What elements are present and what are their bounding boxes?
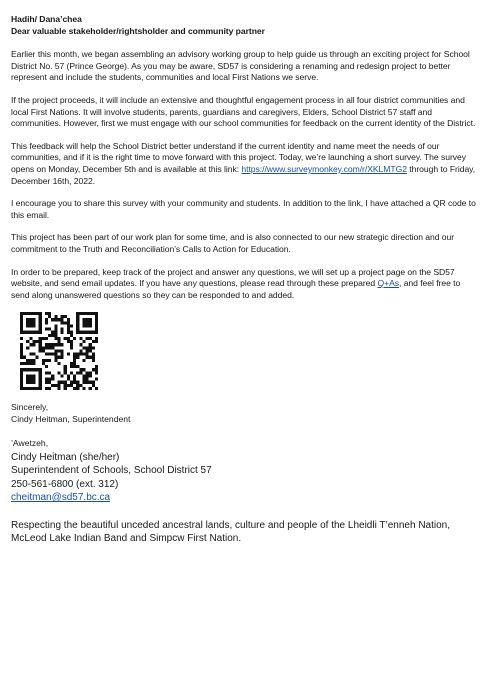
signature-block	[11, 437, 477, 504]
questions-text-before: In order to be prepared, keep track of the project and answer any questions, we will set up a project page on the SD57 website, and send email updates. If you have any questions, please read through these prepared	[11, 266, 455, 289]
questions-text-after: , and feel free to send along unanswered questions so they can be responded to and added.	[11, 278, 461, 300]
survey-text-before: This feedback will help the School District better understand if the current identity and name meet the needs of our communities, and if it is the right time to move forward with this project. Today, we’re launching a short survey. The survey opens on Monday, December 5th and is available at this link:	[11, 140, 466, 174]
paragraph-questions	[11, 267, 477, 302]
signature-email-link[interactable]: cheitman@sd57.bc.ca	[11, 492, 111, 504]
paragraph-intro: Earlier this month, we began assembling an advisory working group to help guide us through an exciting project for School District No. 57 (Prince George). As you may be aware, SD57 is considering a renaming and redesign project to better represent and include the students, communities and local First Nations we serve.	[11, 49, 470, 83]
paragraph-survey	[11, 141, 477, 187]
greeting-line-2: Dear valuable stakeholder/rightsholder and community partner	[11, 25, 265, 36]
greeting	[11, 14, 477, 37]
email-body	[11, 14, 477, 545]
closing-sincerely: Sincerely,	[11, 402, 49, 413]
closing	[11, 402, 477, 425]
signature-name: Cindy Heitman (she/her)	[11, 451, 120, 463]
qa-link[interactable]: Q+As	[377, 278, 400, 289]
survey-link[interactable]: https://www.surveymonkey.com/r/XKLMTG2	[241, 163, 407, 174]
signature-phone: 250-561-6800 (ext. 312)	[11, 478, 119, 490]
greeting-line-1: Hadih/ Dana’chea	[11, 14, 82, 24]
signature-title: Superintendent of Schools, School District 57	[11, 465, 212, 477]
paragraph-share: I encourage you to share this survey with your community and students. In addition to the link, I have attached a QR code to this email.	[11, 198, 476, 220]
closing-name-title: Cindy Heitman, Superintendent	[11, 413, 131, 424]
survey-text-after: through to Friday, December 16th, 2022.	[11, 163, 476, 186]
land-acknowledgement: Respecting the beautiful unceded ancestral lands, culture and people of the Lheidli T’enneh Nation, McLeod Lake Indian Band and Simpcw First Nation.	[11, 519, 451, 544]
signature-awetzeh: ’Awetzeh,	[11, 438, 49, 449]
paragraph-workplan: This project has been part of our work plan for some time, and is also connected to our new strategic direction and our commitment to the Truth and Reconciliation’s Calls to Action for Education.	[11, 232, 455, 254]
qr-code-icon	[20, 312, 98, 390]
paragraph-engagement: If the project proceeds, it will include an extensive and thoughtful engagement process in all four district communities and local First Nations. It will involve students, parents, guardians and caregivers, Elders, School District 57 staff and communities. However, first we must engage with our school communities for feedback on the current identity of the District.	[11, 94, 476, 129]
